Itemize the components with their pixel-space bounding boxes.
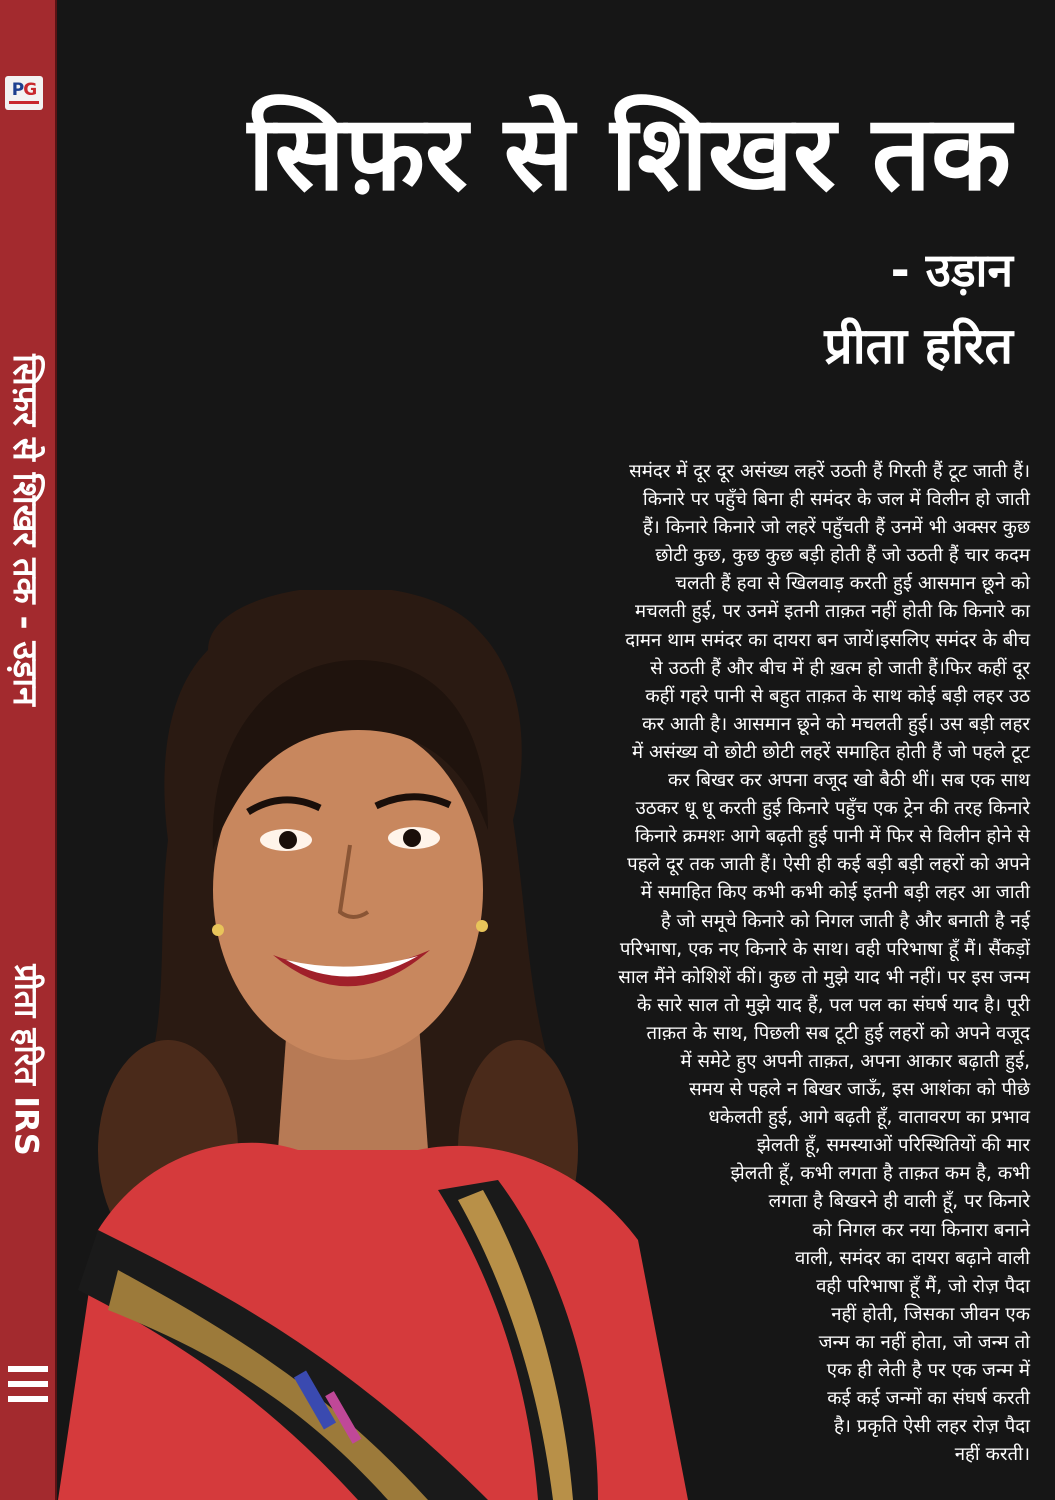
book-spine [0, 0, 57, 1500]
blurb-line: दामन थाम समंदर का दायरा बन जायें।इसलिए समंदर के बीच [625, 629, 1030, 651]
blurb-line: मचलती हुई, पर उनमें इतनी ताक़त नहीं होती कि किनारे का [634, 601, 1030, 623]
blurb-line: में समेटे हुए अपनी ताक़त, अपना आकार बढ़ाती हुई, [680, 1050, 1030, 1072]
spine-line [8, 1396, 48, 1402]
book-subtitle: - उड़ान [890, 243, 1013, 297]
blurb-line: हैं। किनारे किनारे जो लहरें पहुँचती हैं उनमें भी अक्सर कुछ [642, 517, 1030, 539]
blurb-line: झेलती हूँ, समस्याओं परिस्थितियों की मार [756, 1135, 1030, 1157]
blurb-line: समय से पहले न बिखर जाऊँ, इस आशंका को पीछे [689, 1079, 1030, 1101]
publisher-logo-bar [9, 101, 39, 104]
blurb-line: लगता है बिखरने ही वाली हूँ, पर किनारे [768, 1191, 1030, 1213]
blurb-line: ताक़त के साथ, पिछली सब टूटी हुई लहरों को अपने वजूद [646, 1022, 1030, 1044]
blurb-line: कर बिखर कर अपना वजूद खो बैठी थीं। सब एक साथ [667, 770, 1030, 792]
blurb-line: है जो समूचे किनारे को निगल जाती है और बनाती है नई [660, 910, 1030, 932]
blurb-line: जन्म का नहीं होता, जो जन्म तो [818, 1331, 1030, 1353]
back-blurb [560, 458, 1030, 1469]
author-name: प्रीता हरित [824, 317, 1013, 375]
blurb-line: कई कई जन्मों का संघर्ष करती [827, 1388, 1030, 1410]
publisher-logo-mark: PG [11, 80, 37, 100]
blurb-line: साल मैंने कोशिशें कीं। कुछ तो मुझे याद भी नहीं। पर इस जन्म [618, 966, 1030, 988]
spine-line [8, 1366, 48, 1372]
blurb-line: में असंख्य वो छोटी छोटी लहरें समाहित होती हैं जो पहले टूट [631, 741, 1030, 763]
spine-line [8, 1381, 48, 1387]
blurb-line: वही परिभाषा हूँ मैं, जो रोज़ पैदा [816, 1275, 1030, 1297]
blurb-line: कहीं गहरे पानी से बहुत ताक़त के साथ कोई बड़ी लहर उठ [645, 685, 1030, 707]
publisher-logo [5, 76, 43, 110]
spine-decorative-lines [8, 1366, 48, 1411]
blurb-line: परिभाषा, एक नए किनारे के साथ। वही परिभाषा हूँ मैं। सैंकड़ों [619, 938, 1030, 960]
blurb-line: नहीं होती, जिसका जीवन एक [831, 1303, 1030, 1325]
blurb-line: कर आती है। आसमान छूने को मचलती हुई। उस बड़ी लहर [642, 713, 1030, 735]
blurb-line: झेलती हूँ, कभी लगता है ताक़त कम है, कभी [730, 1163, 1030, 1185]
blurb-line: पहले दूर तक जाती हैं। ऐसी ही कई बड़ी बड़ी लहरों को अपने [627, 854, 1030, 876]
book-title: सिफ़र से शिखर तक [247, 92, 1011, 214]
blurb-line: चलती हैं हवा से खिलवाड़ करती हुई आसमान छूने को [675, 573, 1030, 595]
blurb-line: से उठती हैं और बीच में ही ख़त्म हो जाती हैं।फिर कहीं दूर [650, 657, 1030, 679]
blurb-line: छोटी कुछ, कुछ कुछ बड़ी होती हैं जो उठती हैं चार कदम [655, 545, 1030, 567]
blurb-line: किनारे पर पहुँचे बिना ही समंदर के जल में विलीन हो जाती [642, 489, 1030, 511]
blurb-line: नहीं करती। [954, 1444, 1030, 1466]
blurb-line: है। प्रकृति ऐसी लहर रोज़ पैदा [834, 1416, 1030, 1438]
blurb-line: किनारे क्रमशः आगे बढ़ती हुई पानी में फिर से विलीन होने से [634, 826, 1030, 848]
blurb-line: के सारे साल तो मुझे याद हैं, पल पल का संघर्ष याद है। पूरी [636, 994, 1030, 1016]
blurb-line: में समाहित किए कभी कभी कोई इतनी बड़ी लहर आ जाती [640, 882, 1030, 904]
blurb-line: को निगल कर नया किनारा बनाने [812, 1219, 1030, 1241]
blurb-line: वाली, समंदर का दायरा बढ़ाने वाली [795, 1247, 1030, 1269]
blurb-line: एक ही लेती है पर एक जन्म में [826, 1360, 1030, 1381]
blurb-line: धकेलती हुई, आगे बढ़ती हूँ, वातावरण का प्रभाव [708, 1107, 1030, 1129]
spine-author: प्रीता हरित IRS [7, 964, 46, 1156]
blurb-line: उठकर धू धू करती हुई किनारे पहुँच एक ट्रेन की तरह किनारे [635, 798, 1030, 820]
spine-title: सिफ़र से शिखर तक - उड़ान [5, 354, 45, 706]
blurb-line: समंदर में दूर दूर असंख्य लहरें उठती हैं गिरती हैं टूट जाती हैं। [629, 461, 1030, 482]
